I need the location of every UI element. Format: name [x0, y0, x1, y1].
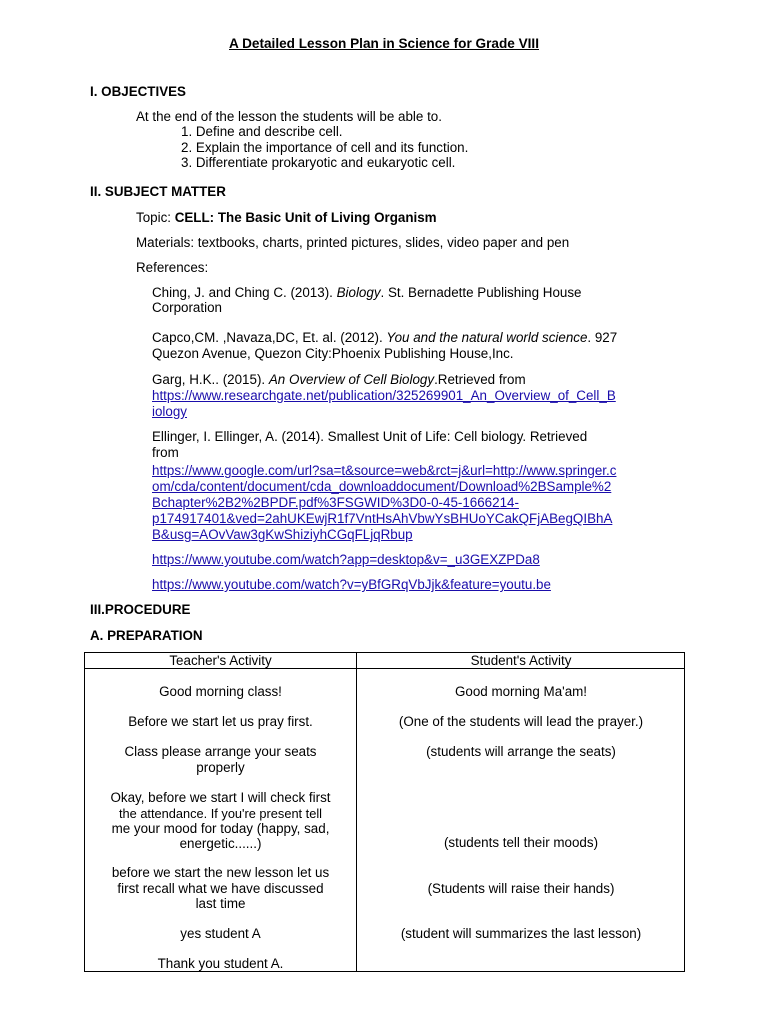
reference-2 [152, 330, 617, 346]
column-divider [356, 653, 357, 971]
reference-3 [152, 372, 526, 388]
teacher-cell: Thank you student A. [157, 956, 284, 971]
student-cell: (student will summarizes the last lesson) [400, 926, 642, 941]
reference-3-link-cont[interactable]: iology [152, 404, 187, 419]
reference-text: Garg, H.K.. (2015). [152, 372, 269, 387]
reference-text: .Retrieved from [434, 372, 526, 387]
reference-5-link[interactable]: https://www.youtube.com/watch?app=desktop&v=_u3GEXZPDa8 [152, 552, 540, 567]
student-cell: Good morning Ma'am! [454, 684, 588, 699]
teacher-cell: Class please arrange your seats [124, 744, 317, 759]
reference-text: Capco,CM. ,Navaza,DC, Et. al. (2012). [152, 330, 387, 345]
reference-text: Ching, J. and Ching C. (2013). [152, 285, 337, 300]
teacher-cell: before we start the new lesson let us [111, 865, 330, 880]
reference-title: An Overview of Cell Biology [268, 372, 435, 387]
teacher-cell: Before we start let us pray first. [128, 714, 313, 729]
teacher-cell: properly [196, 760, 245, 775]
reference-text: . 927 [587, 330, 618, 345]
objectives-intro: At the end of the lesson the students will be able to. [136, 109, 442, 124]
reference-4-link-cont[interactable]: B&usg=AOvVaw3gKwShiziyhCGqFLjqRbup [152, 527, 413, 542]
reference-3-link[interactable]: https://www.researchgate.net/publication/325269901_An_Overview_of_Cell_B [152, 388, 616, 403]
objective-item: 1. Define and describe cell. [181, 124, 343, 139]
materials-line: Materials: textbooks, charts, printed pictures, slides, video paper and pen [136, 235, 570, 250]
teacher-cell: Good morning class! [159, 684, 282, 699]
objective-item: 3. Differentiate prokaryotic and eukaryotic cell. [181, 155, 456, 170]
topic-label: Topic: [136, 210, 175, 225]
objective-item: 2. Explain the importance of cell and its function. [181, 140, 469, 155]
reference-4-link[interactable]: https://www.google.com/url?sa=t&source=web&rct=j&url=http://www.springer.c [152, 463, 617, 478]
subject-matter-heading: II. SUBJECT MATTER [90, 184, 226, 199]
reference-6-link[interactable]: https://www.youtube.com/watch?v=yBfGRqVbJjk&feature=youtu.be [152, 577, 551, 592]
student-column-header: Student's Activity [470, 653, 572, 668]
reference-4: Ellinger, I. Ellinger, A. (2014). Smallest Unit of Life: Cell biology. Retrieved [152, 429, 588, 444]
student-cell: (Students will raise their hands) [427, 881, 615, 896]
teacher-cell: me your mood for today (happy, sad, [111, 821, 330, 836]
student-cell: (students tell their moods) [443, 835, 599, 850]
reference-4-link-cont[interactable]: Bchapter%2B2%2BPDF.pdf%3FSGWID%3D0-0-45-1666214- [152, 495, 519, 510]
document-title: A Detailed Lesson Plan in Science for Grade VIII [229, 36, 539, 51]
procedure-heading: III.PROCEDURE [90, 602, 191, 617]
reference-4-line2: from [152, 445, 179, 460]
objectives-heading: I. OBJECTIVES [90, 84, 186, 99]
reference-title: Biology [336, 285, 381, 300]
reference-4-link-cont[interactable]: p174917401&ved=2ahUKEwjR1f7VntHsAhVbwYsBHUoYCakQFjABegQIBhA [152, 511, 613, 526]
reference-2-line2: Quezon Avenue, Quezon City:Phoenix Publishing House,Inc. [152, 346, 514, 361]
teacher-cell: Okay, before we start I will check first [110, 790, 331, 805]
teacher-column-header: Teacher's Activity [169, 653, 272, 668]
reference-title: You and the natural world science [386, 330, 588, 345]
reference-1 [152, 285, 582, 301]
topic-value: CELL: The Basic Unit of Living Organism [174, 210, 437, 225]
student-cell: (One of the students will lead the prayer.) [398, 714, 644, 729]
reference-4-link-cont[interactable]: om/cda/content/document/cda_downloaddocument/Download%2BSample%2 [152, 479, 612, 494]
activity-table [84, 652, 685, 972]
topic-line [136, 210, 437, 226]
references-label: References: [136, 260, 209, 275]
teacher-cell: energetic......) [179, 836, 262, 851]
teacher-cell: the attendance. If you're present tell [118, 806, 323, 821]
teacher-cell: last time [195, 896, 246, 911]
preparation-heading: A. PREPARATION [90, 628, 203, 643]
teacher-cell: yes student A [180, 926, 261, 941]
reference-text: . St. Bernadette Publishing House [380, 285, 582, 300]
teacher-cell: first recall what we have discussed [117, 881, 324, 896]
student-cell: (students will arrange the seats) [426, 744, 616, 759]
reference-1-line2: Corporation [152, 300, 222, 315]
